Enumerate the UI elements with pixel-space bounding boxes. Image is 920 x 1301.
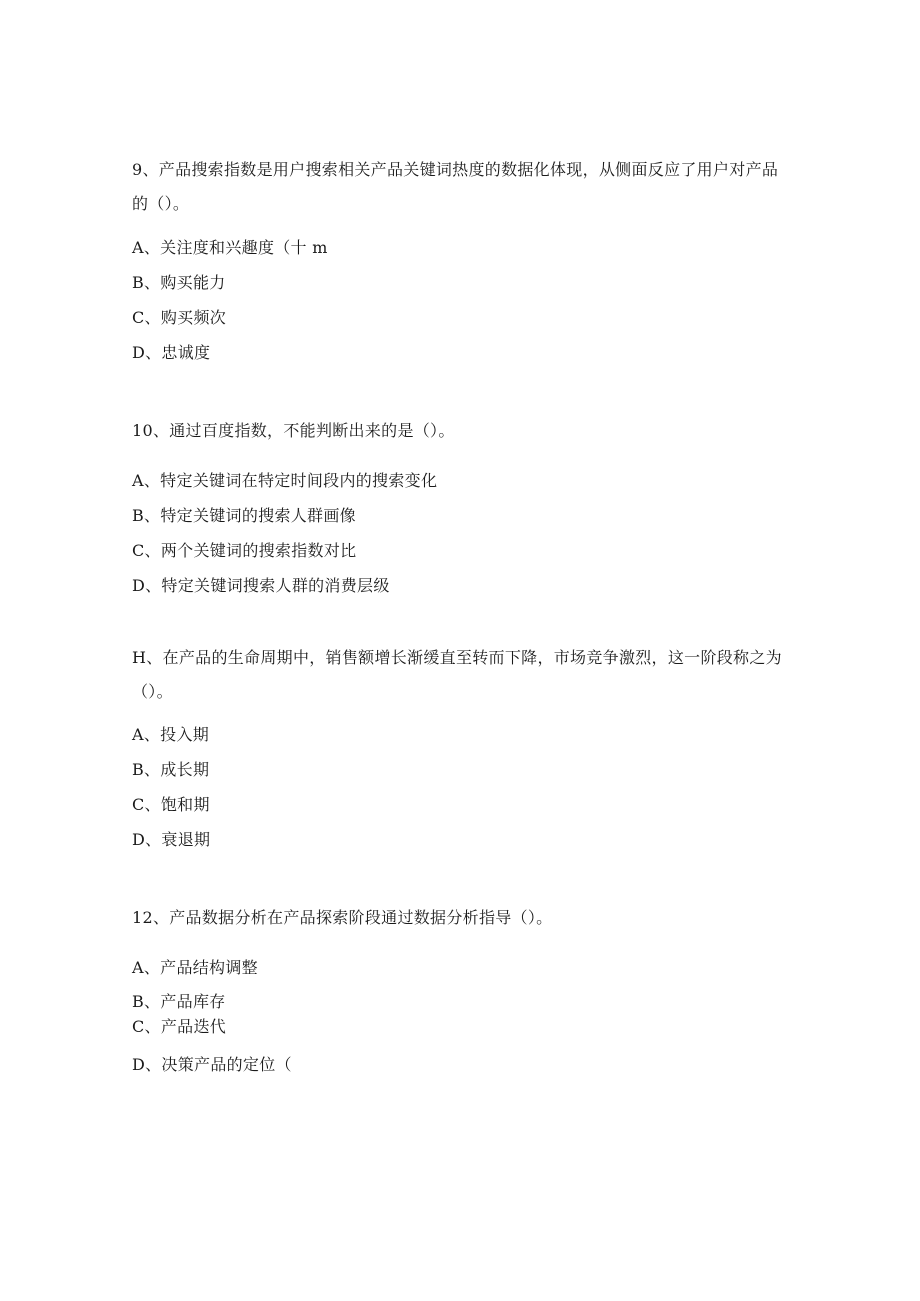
question-9-option-d: D、忠诚度 xyxy=(132,343,211,362)
question-10-option-d: D、特定关键词搜索人群的消费层级 xyxy=(132,576,390,595)
question-11-stem: H、在产品的生命周期中，销售额增长渐缓直至转而下降，市场竞争激烈，这一阶段称之为（）。 xyxy=(132,648,782,701)
question-11-option-c: C、饱和期 xyxy=(132,795,210,814)
question-12-stem: 12、产品数据分析在产品探索阶段通过数据分析指导（）。 xyxy=(132,908,553,927)
question-10-option-c: C、两个关键词的搜索指数对比 xyxy=(132,541,357,560)
question-10-option-a: A、特定关键词在特定时间段内的搜索变化 xyxy=(132,471,438,490)
question-11-option-d: D、衰退期 xyxy=(132,830,211,849)
question-9-stem: 9、产品搜索指数是用户搜索相关产品关键词热度的数据化体现，从侧面反应了用户对产品的（）。 xyxy=(132,160,779,213)
question-10-stem: 10、通过百度指数，不能判断出来的是（）。 xyxy=(132,421,455,440)
question-10-option-b: B、特定关键词的搜索人群画像 xyxy=(132,506,356,525)
question-9-option-b: B、购买能力 xyxy=(132,273,226,292)
question-12-option-c: C、产品迭代 xyxy=(132,1017,227,1036)
question-9-option-c: C、购买频次 xyxy=(132,308,227,327)
question-11-option-a: A、投入期 xyxy=(132,725,210,744)
question-12-option-b: B、产品库存 xyxy=(132,992,226,1011)
question-12-option-a: A、产品结构调整 xyxy=(132,958,258,977)
question-11-option-b: B、成长期 xyxy=(132,760,210,779)
question-12-option-d: D、决策产品的定位（ xyxy=(132,1055,292,1074)
question-9-option-a: A、关注度和兴趣度（十 m xyxy=(132,238,328,257)
